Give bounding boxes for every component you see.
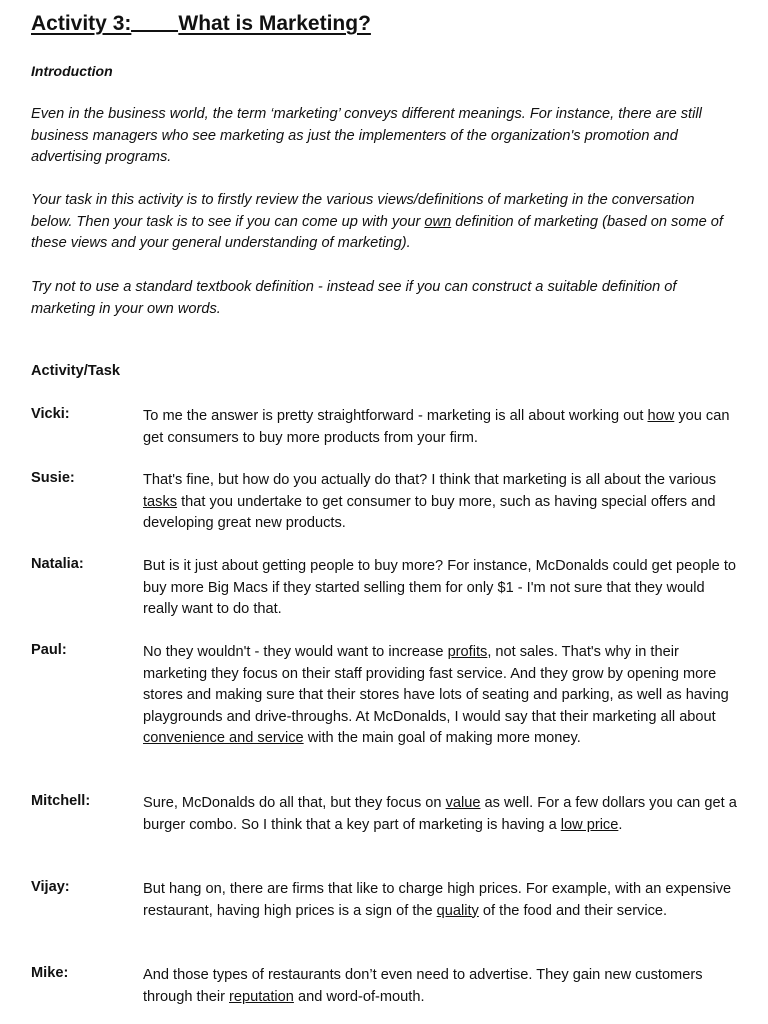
title-underline-gap — [131, 29, 178, 32]
speech-text: And those types of restaurants don’t even need to advertise. They gain new customers through their — [143, 967, 703, 1005]
speaker-susie: Susie: — [31, 470, 75, 486]
speaker-mike: Mike: — [31, 965, 69, 981]
speech-text: you can get consumers to buy more products from your firm. — [143, 408, 730, 446]
speech-text: , not sales. That's why in their marketing they focus on their staff providing fast service. And they grow by opening more stores and making sure that their stores have lots of seating and parking, as well as having playgrounds and drive-throughs. At McDonalds, I would say that their marketing all about — [143, 644, 729, 725]
intro-paragraph-1: Even in the business world, the term ‘marketing’ conveys different meanings. For instance, there are still business managers who see marketing as just the implementers of the organization's promotion and advertising programs. — [31, 106, 702, 166]
speaker-natalia: Natalia: — [31, 556, 84, 572]
speech-text: To me the answer is pretty straightforward - marketing is all about working out — [143, 408, 648, 424]
speech-vicki — [143, 406, 743, 449]
speech-text: as well. For a few dollars you can get a burger combo. So I think that a key part of marketing is having a — [143, 795, 737, 833]
intro-paragraph-2-before: Your task in this activity is to firstly review the various views/definitions of marketing in the conversation below. Then your task is to see if you can come up with your — [31, 192, 695, 230]
speech-paul — [143, 642, 743, 750]
page-title — [31, 12, 371, 36]
speaker-vijay: Vijay: — [31, 879, 70, 895]
speaker-vicki: Vicki: — [31, 406, 70, 422]
activity-task-heading: Activity/Task — [31, 363, 120, 379]
intro-paragraph-2 — [31, 190, 731, 255]
speech-text: That's fine, but how do you actually do that? I think that marketing is all about the various — [143, 472, 717, 488]
speech-emphasis: value — [445, 795, 481, 811]
speech-emphasis: reputation — [229, 988, 294, 1005]
speech-text: Sure, McDonalds do all that, but they focus on — [143, 795, 446, 811]
speech-emphasis: profits — [447, 644, 488, 660]
speech-vijay — [143, 879, 743, 922]
speech-mitchell — [143, 793, 743, 836]
speech-emphasis: quality — [436, 902, 479, 919]
speech-natalia — [143, 556, 743, 621]
speaker-mitchell: Mitchell: — [31, 793, 91, 809]
intro-paragraph-3: Try not to use a standard textbook definition - instead see if you can construct a suitable definition of marketing in your own words. — [31, 279, 677, 317]
introduction-heading: Introduction — [31, 63, 113, 79]
speech-emphasis: tasks — [143, 493, 178, 510]
speech-text: of the food and their service. — [478, 902, 668, 919]
speech-text: No they wouldn't - they would want to increase — [143, 644, 448, 660]
speech-emphasis: low price — [560, 816, 619, 833]
speech-text: . — [618, 816, 623, 833]
speech-text: that you undertake to get consumer to buy more, such as having special offers and developing great new products. — [143, 493, 716, 532]
speaker-paul: Paul: — [31, 642, 67, 658]
speech-text: with the main goal of making more money. — [303, 730, 581, 747]
intro-paragraph-2-underlined: own — [424, 213, 452, 230]
speech-susie — [143, 470, 743, 535]
intro-paragraph-2-after: definition of marketing (based on some of these views and your general understanding of marketing). — [31, 213, 723, 252]
speech-text: and word-of-mouth. — [293, 988, 425, 1005]
activity-number: Activity 3: — [31, 12, 132, 35]
activity-title: What is Marketing? — [178, 12, 371, 35]
speech-emphasis: how — [647, 408, 675, 424]
speech-emphasis: convenience and service — [143, 730, 304, 747]
speech-text: But is it just about getting people to buy more? For instance, McDonalds could get people to buy more Big Macs if they started selling them for only $1 - I'm not sure that they would really want to do that. — [143, 558, 737, 618]
speech-mike — [143, 965, 743, 1008]
speech-text: But hang on, there are firms that like to charge high prices. For example, with an expensive restaurant, having high prices is a sign of the — [143, 881, 732, 919]
